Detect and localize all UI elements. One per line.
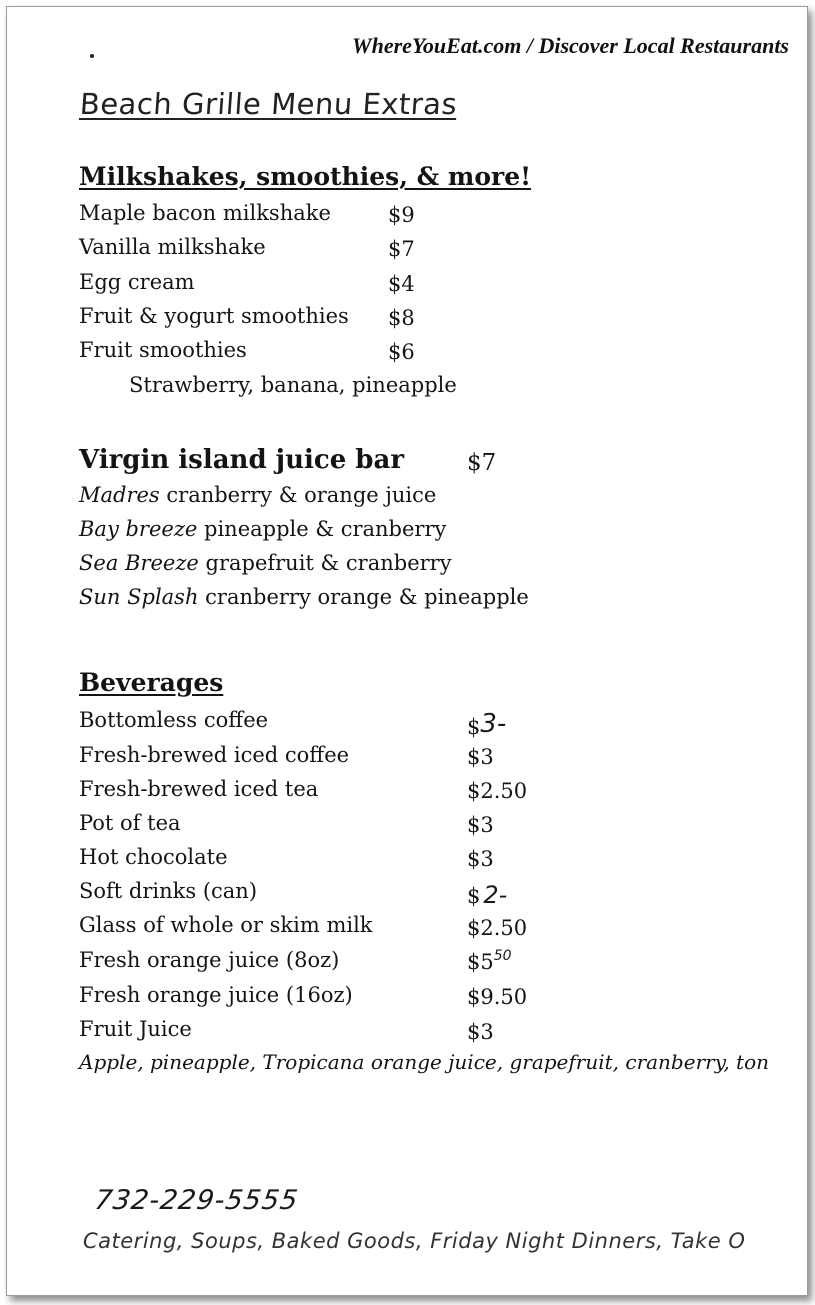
- juice-item: [79, 483, 436, 507]
- smoothie-flavors: Strawberry, banana, pineapple: [129, 373, 457, 397]
- menu-page: [6, 6, 808, 1296]
- beverage-price: $3: [467, 745, 494, 769]
- beverage-name: Soft drinks (can): [79, 879, 258, 903]
- beverage-name: Hot chocolate: [79, 845, 228, 869]
- menu-item-name: Vanilla milkshake: [79, 235, 266, 259]
- beverage-price: $3: [467, 1020, 494, 1044]
- juice-item-desc: pineapple & cranberry: [197, 517, 447, 541]
- beverage-name: Fresh-brewed iced tea: [79, 777, 319, 801]
- beverage-price: $3: [467, 847, 494, 871]
- beverage-price: [467, 711, 506, 741]
- beverage-name: Fresh-brewed iced coffee: [79, 743, 350, 767]
- beverage-price: $2.50: [467, 916, 528, 940]
- juice-item: [79, 551, 452, 575]
- beverage-name: Fresh orange juice (8oz): [79, 948, 340, 972]
- beverage-name: Pot of tea: [79, 811, 181, 835]
- handwritten-price: 2-: [483, 881, 508, 909]
- beverage-price: [467, 950, 512, 974]
- juice-item-desc: grapefruit & cranberry: [198, 551, 452, 575]
- juice-item: [79, 585, 529, 609]
- menu-item-price: $6: [388, 340, 415, 364]
- page-title: Beach Grille Menu Extras: [78, 87, 459, 121]
- menu-item-price: $7: [388, 237, 415, 261]
- juice-item-name: Sea Breeze: [79, 551, 199, 575]
- beverage-name: Bottomless coffee: [79, 708, 269, 732]
- menu-item-name: Fruit & yogurt smoothies: [79, 304, 349, 328]
- juice-bar-heading: Virgin island juice bar: [79, 445, 405, 475]
- menu-item-price: $8: [388, 306, 415, 330]
- juice-item-desc: cranberry & orange juice: [159, 483, 437, 507]
- beverage-price-printed: $5: [467, 950, 494, 974]
- juice-item-desc: cranberry orange & pineapple: [198, 585, 529, 609]
- beverage-price: [467, 881, 507, 909]
- juice-item-name: Madres: [79, 483, 160, 507]
- menu-item-price: $4: [388, 272, 415, 296]
- beverage-price-printed: $: [467, 715, 481, 739]
- beverage-name: Fresh orange juice (16oz): [79, 983, 353, 1007]
- menu-item-name: Fruit smoothies: [79, 338, 247, 362]
- handwritten-price: 50: [493, 948, 512, 964]
- beverage-price: $9.50: [467, 985, 528, 1009]
- services-line: Catering, Soups, Baked Goods, Friday Night Dinners, Take O: [83, 1229, 746, 1253]
- juice-bar-price: $7: [467, 450, 497, 476]
- beverage-price: $2.50: [467, 779, 528, 803]
- site-watermark: WhereYouEat.com / Discover Local Restaurants: [352, 33, 789, 58]
- juice-item: [79, 517, 446, 541]
- juice-item-name: Sun Splash: [79, 585, 199, 609]
- stray-mark: [90, 54, 94, 58]
- beverage-price: $3: [467, 813, 494, 837]
- beverages-heading: Beverages: [79, 668, 224, 697]
- beverage-price-printed: $: [467, 884, 481, 908]
- milkshakes-heading: Milkshakes, smoothies, & more!: [79, 162, 532, 191]
- fruit-juice-options: Apple, pineapple, Tropicana orange juice, grapefruit, cranberry, ton: [79, 1050, 770, 1074]
- phone-number: 732-229-5555: [92, 1185, 301, 1216]
- beverage-name: Glass of whole or skim milk: [79, 913, 373, 937]
- menu-item-name: Maple bacon milkshake: [79, 201, 331, 225]
- menu-item-name: Egg cream: [79, 270, 195, 294]
- menu-item-price: $9: [388, 203, 415, 227]
- handwritten-price: 3-: [480, 709, 507, 739]
- beverage-name: Fruit Juice: [79, 1017, 192, 1041]
- juice-item-name: Bay breeze: [79, 517, 198, 541]
